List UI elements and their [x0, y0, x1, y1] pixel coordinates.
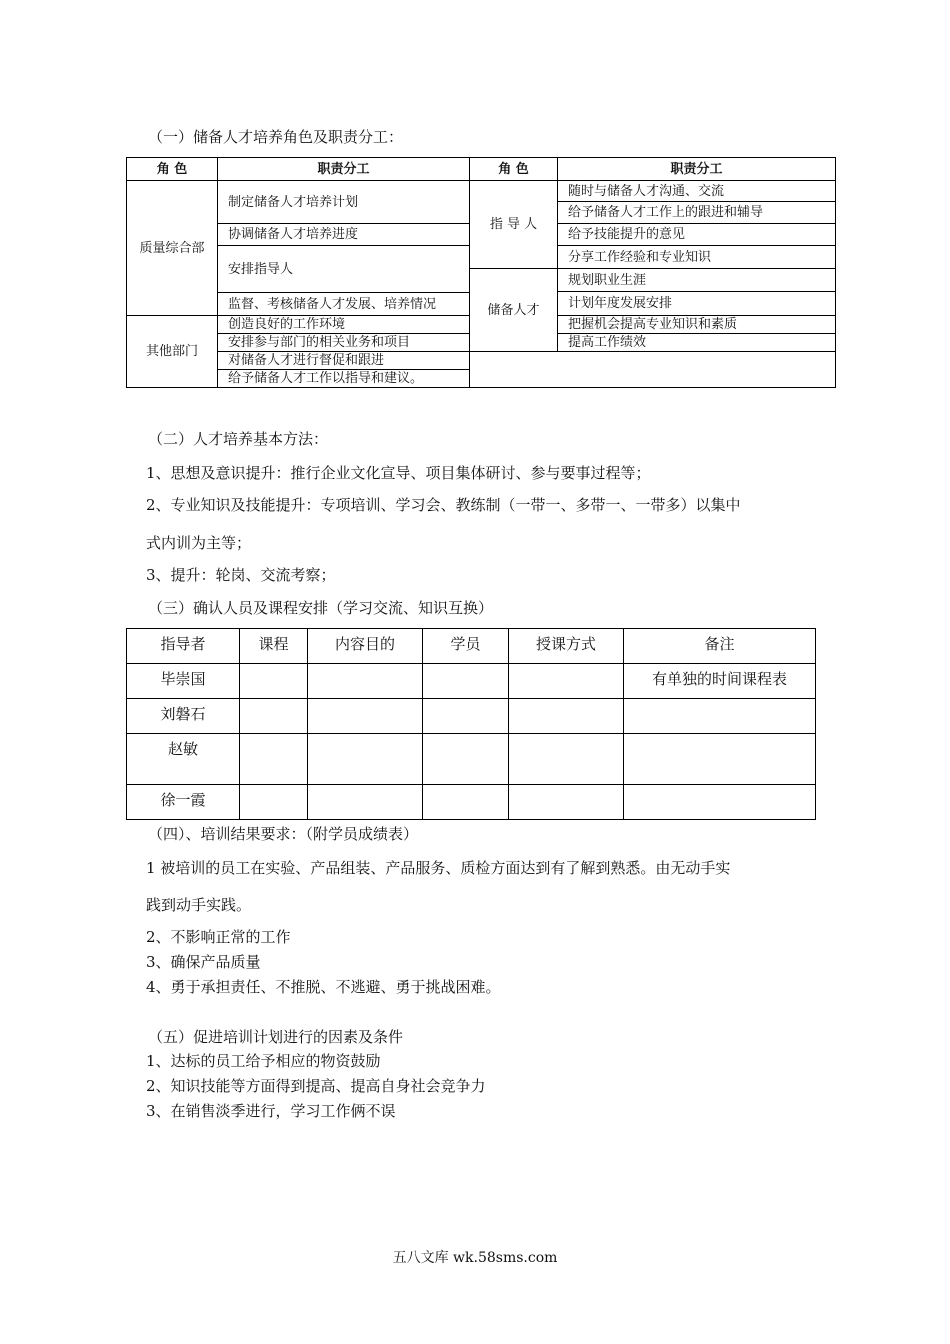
section4-item2: 2、不影响正常的工作 [146, 928, 291, 946]
duty-cell: 安排参与部门的相关业务和项目 [218, 334, 470, 352]
duty-cell: 给予技能提升的意见 [558, 224, 836, 246]
table-row [127, 699, 816, 734]
section5-item1: 1、达标的员工给予相应的物资鼓励 [146, 1052, 381, 1070]
note-cell [624, 699, 816, 734]
section2-item1: 1、思想及意识提升：推行企业文化宣导、项目集体研讨、参与要事过程等； [146, 464, 651, 482]
section2-item3: 3、提升：轮岗、交流考察； [146, 566, 336, 584]
duty-cell: 协调储备人才培养进度 [218, 224, 470, 246]
duty-cell: 计划年度发展安排 [558, 292, 836, 316]
note-cell [624, 785, 816, 820]
section4-item4: 4、勇于承担责任、不推脱、不逃避、勇于挑战困难。 [146, 978, 501, 996]
note-cell [624, 734, 816, 785]
role-other-dept: 其他部门 [127, 316, 218, 388]
course-schedule-table [126, 628, 816, 820]
mentor-cell: 徐一霞 [127, 785, 240, 820]
duty-cell: 规划职业生涯 [558, 269, 836, 292]
header-content: 内容目的 [308, 629, 423, 664]
header-role-left: 角 色 [127, 158, 218, 181]
table-row [127, 734, 816, 785]
header-method: 授课方式 [509, 629, 624, 664]
duty-cell: 创造良好的工作环境 [218, 316, 470, 334]
section2-title: （二）人才培养基本方法： [148, 430, 329, 448]
header-duty-left: 职责分工 [218, 158, 470, 181]
duty-cell: 分享工作经验和专业知识 [558, 246, 836, 269]
role-quality-dept: 质量综合部 [127, 181, 218, 316]
table-row [127, 785, 816, 820]
mentor-cell: 刘磐石 [127, 699, 240, 734]
duty-cell: 安排指导人 [218, 246, 470, 293]
roles-duties-table [126, 157, 836, 388]
section5-item2: 2、知识技能等方面得到提高、提高自身社会竞争力 [146, 1077, 486, 1095]
section3-title: （三）确认人员及课程安排（学习交流、知识互换） [148, 599, 494, 617]
duty-cell: 制定储备人才培养计划 [218, 181, 470, 224]
duty-cell: 监督、考核储备人才发展、培养情况 [218, 293, 470, 316]
section5-title: （五）促进培训计划进行的因素及条件 [148, 1028, 404, 1046]
section4-item3: 3、确保产品质量 [146, 953, 261, 971]
table-header-row [127, 629, 816, 664]
duty-cell: 对储备人才进行督促和跟进 [218, 352, 470, 370]
role-mentor: 指 导 人 [470, 181, 558, 269]
header-course: 课程 [240, 629, 308, 664]
header-student: 学员 [423, 629, 509, 664]
section2-item2-line1: 2、专业知识及技能提升：专项培训、学习会、教练制（一带一、多带一、一带多）以集中 [146, 496, 741, 514]
section5-item3: 3、在销售淡季进行，学习工作俩不误 [146, 1102, 396, 1120]
table-row [127, 664, 816, 699]
duty-cell: 给予储备人才工作上的跟进和辅导 [558, 202, 836, 224]
header-duty-right: 职责分工 [558, 158, 836, 181]
section4-item1-line2: 践到动手实践。 [146, 896, 252, 914]
header-role-right: 角 色 [470, 158, 558, 181]
duty-cell: 提高工作绩效 [558, 334, 836, 352]
role-reserve-talent: 储备人才 [470, 269, 558, 352]
section4-item1-line1: 1 被培训的员工在实验、产品组装、产品服务、质检方面达到有了解到熟悉。由无动手实 [146, 859, 731, 877]
duty-cell: 随时与储备人才沟通、交流 [558, 181, 836, 202]
header-note: 备注 [624, 629, 816, 664]
duty-cell: 给予储备人才工作以指导和建议。 [218, 370, 470, 388]
note-cell: 有单独的时间课程表 [624, 664, 816, 699]
header-mentor: 指导者 [127, 629, 240, 664]
section1-title: （一）储备人才培养角色及职责分工： [148, 128, 404, 146]
empty-cell [470, 352, 836, 388]
mentor-cell: 赵敏 [127, 734, 240, 785]
section4-title: （四）、培训结果要求：（附学员成绩表） [148, 825, 419, 843]
mentor-cell: 毕崇国 [127, 664, 240, 699]
footer-watermark: 五八文库 wk.58sms.com [392, 1250, 558, 1266]
table-header-row [127, 158, 836, 181]
section2-item2-line2: 式内训为主等； [146, 534, 252, 552]
duty-cell: 把握机会提高专业知识和素质 [558, 316, 836, 334]
